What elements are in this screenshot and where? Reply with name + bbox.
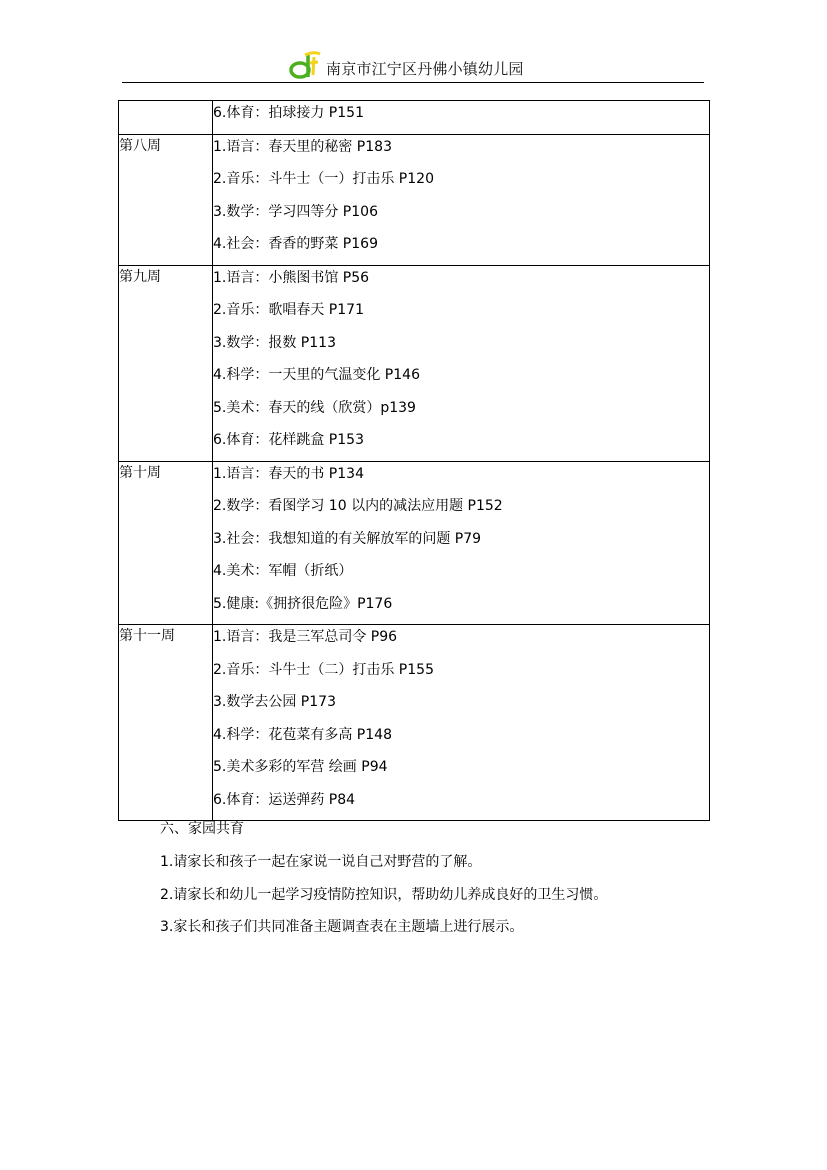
week-label: 第八周: [119, 134, 213, 265]
home-school-title: 六、家园共育: [160, 821, 244, 837]
activity-list: [213, 461, 710, 625]
activity-list: [213, 265, 710, 461]
activity-item: 5.美术多彩的军营 绘画 P94: [213, 759, 388, 775]
activity-item: 4.科学：花苞菜有多高 P148: [213, 726, 392, 743]
activity-list: [213, 134, 710, 265]
schedule-row: [119, 625, 710, 821]
activity-list: [213, 625, 710, 821]
activity-item: 3.数学去公园 P173: [213, 694, 336, 710]
schedule-row: [119, 134, 710, 265]
weekly-schedule-table: [118, 100, 710, 821]
activity-item: 6.体育：运送弹药 P84: [213, 791, 356, 808]
activity-item: 1.语言：小熊图书馆 P56: [213, 269, 370, 286]
home-school-note-1: 1.请家长和孩子一起在家说一说自己对野营的了解。: [160, 854, 482, 870]
week-label: 第十一周: [119, 625, 213, 821]
activity-item: 4.美术：军帽（折纸）: [213, 563, 353, 579]
activity-item: 4.科学：一天里的气温变化 P146: [213, 367, 420, 383]
activity-item: 4.社会：香香的野菜 P169: [213, 236, 378, 252]
kindergarten-logo-icon: [288, 51, 322, 79]
activity-item: 3.数学：学习四等分 P106: [213, 203, 378, 220]
schedule-row: [119, 265, 710, 461]
activity-item: 2.音乐：斗牛士（二）打击乐 P155: [213, 661, 434, 678]
activity-item: 5.美术：春天的线（欣赏）p139: [213, 399, 416, 416]
school-name: 南京市江宁区丹佛小镇幼儿园: [326, 60, 524, 78]
activity-item: 2.数学：看图学习 10 以内的减法应用题 P152: [213, 498, 503, 514]
home-school-note-3: 3.家长和孩子们共同准备主题调查表在主题墙上进行展示。: [160, 919, 524, 935]
schedule-row: [119, 101, 710, 135]
activity-item: 3.社会：我想知道的有关解放军的问题 P79: [213, 530, 482, 547]
activity-item: 5.健康:《拥挤很危险》P176: [213, 595, 393, 612]
activity-item: 6.体育：拍球接力 P151: [213, 105, 364, 121]
week-label: [119, 101, 213, 135]
activity-item: 6.体育：花样跳盒 P153: [213, 432, 364, 448]
activity-item: 2.音乐：斗牛士（一）打击乐 P120: [213, 171, 434, 187]
page-header: [122, 46, 704, 83]
activity-item: 1.语言：春天的书 P134: [213, 465, 364, 482]
home-school-note-2: 2.请家长和幼儿一起学习疫情防控知识，帮助幼儿养成良好的卫生习惯。: [160, 887, 608, 903]
activity-item: 3.数学：报数 P113: [213, 334, 336, 351]
week-label: 第十周: [119, 461, 213, 625]
activity-item: 2.音乐：歌唱春天 P171: [213, 302, 364, 318]
week-label: 第九周: [119, 265, 213, 461]
activity-item: 1.语言：春天里的秘密 P183: [213, 138, 392, 155]
schedule-row: [119, 461, 710, 625]
activity-item: 1.语言：我是三军总司令 P96: [213, 629, 398, 645]
activity-list: [213, 101, 710, 135]
